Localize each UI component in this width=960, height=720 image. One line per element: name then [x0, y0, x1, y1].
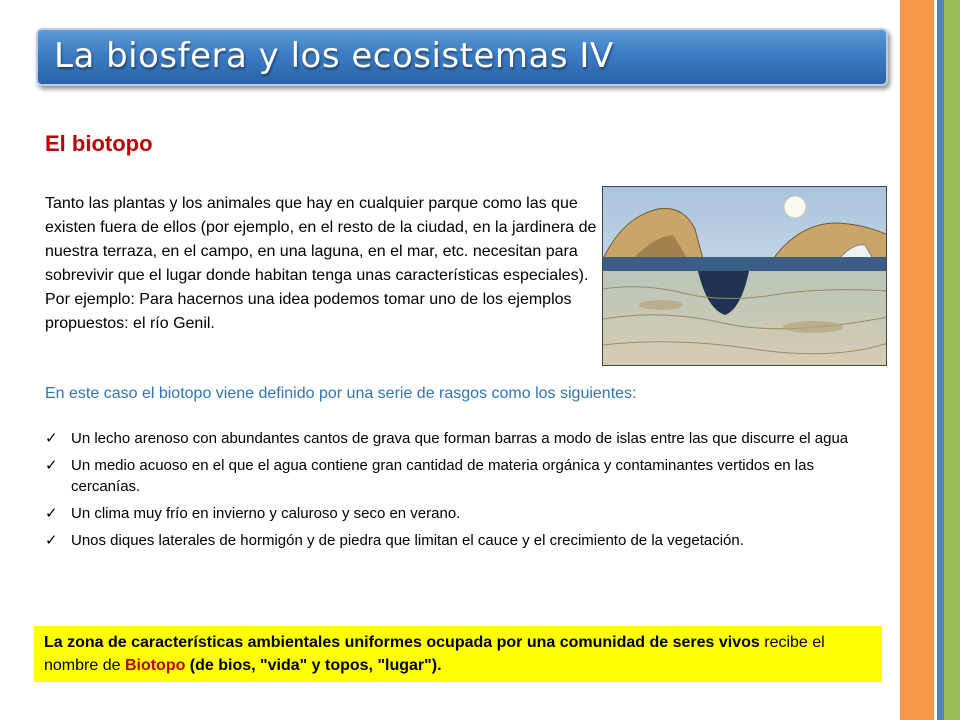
title-bar	[36, 28, 888, 86]
stripe-green	[944, 0, 960, 720]
definition-box	[34, 626, 882, 682]
feature-text: Un medio acuoso en el que el agua contiene gran cantidad de materia orgánica y contaminantes vertidos en las cercanías.	[71, 457, 814, 495]
definition-bold-text: La zona de características ambientales uniformes ocupada por una comunidad de seres vivos	[44, 634, 760, 651]
list-item	[45, 428, 875, 449]
slide-title: La biosfera y los ecosistemas IV	[54, 36, 614, 76]
list-item	[45, 530, 875, 551]
definition-etymology: (de bios, "vida" y topos, "lugar").	[185, 657, 442, 674]
list-item	[45, 455, 875, 497]
definition-plain-text: recibe el nombre de	[44, 634, 825, 674]
landscape-illustration	[602, 186, 887, 366]
features-list	[45, 428, 875, 557]
feature-text: Un lecho arenoso con abundantes cantos de grava que forman barras a modo de islas entre las que discurre el agua	[71, 430, 849, 447]
landscape-illustration-icon	[603, 187, 887, 366]
side-decoration-stripes	[900, 0, 960, 720]
checkmark-icon: ✓	[45, 430, 58, 447]
checkmark-icon: ✓	[45, 505, 58, 522]
features-subheading: En este caso el biotopo viene definido por una serie de rasgos como los siguientes:	[45, 385, 637, 402]
feature-text: Unos diques laterales de hormigón y de piedra que limitan el cauce y el crecimiento de la vegetación.	[71, 532, 744, 549]
checkmark-icon: ✓	[45, 532, 58, 549]
feature-text: Un clima muy frío en invierno y caluroso y seco en verano.	[71, 505, 461, 522]
section-heading: El biotopo	[45, 131, 153, 156]
checkmark-icon: ✓	[45, 457, 58, 474]
stripe-orange	[900, 0, 934, 720]
list-item	[45, 503, 875, 524]
intro-paragraph: Tanto las plantas y los animales que hay en cualquier parque como las que existen fuera de ellos (por ejemplo, en el resto de la ciudad, en la jardinera de nuestra terraza, en el campo, en una laguna, en el mar, etc. necesitan para sobrevivir que el lugar donde habitan tenga unas características especiales). Por ejemplo: Para hacernos una idea podemos tomar uno de los ejemplos propuestos: el río Genil.	[45, 195, 597, 332]
stripe-blue	[937, 0, 944, 720]
definition-term: Biotopo	[124, 657, 186, 674]
